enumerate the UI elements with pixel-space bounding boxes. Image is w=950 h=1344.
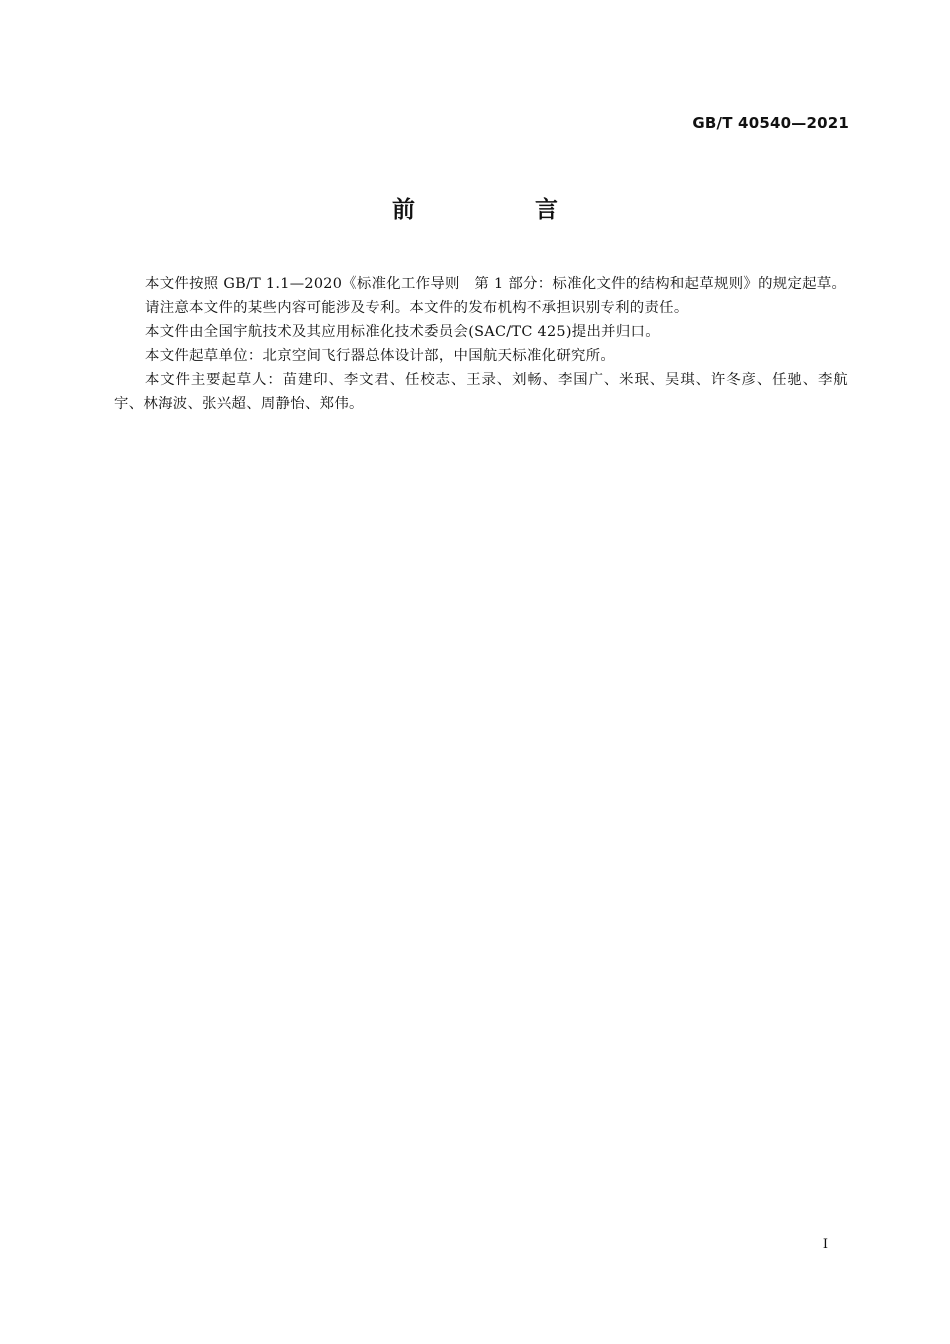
paragraph-patent-notice: 请注意本文件的某些内容可能涉及专利。本文件的发布机构不承担识别专利的责任。 xyxy=(145,300,689,316)
paragraph-drafting-rules: 本文件按照 GB/T 1.1—2020《标准化工作导则 第 1 部分：标准化文件的结构和起草规则》的规定起草。 xyxy=(145,276,847,292)
paragraph-drafting-units: 本文件起草单位：北京空间飞行器总体设计部，中国航天标准化研究所。 xyxy=(145,348,616,364)
paragraph-proposer: 本文件由全国宇航技术及其应用标准化技术委员会(SAC/TC 425)提出并归口。 xyxy=(145,324,660,340)
foreword-body xyxy=(114,272,848,416)
page-number: I xyxy=(822,1237,828,1252)
standard-number: GB/T 40540—2021 xyxy=(692,114,849,132)
paragraph-drafters: 本文件主要起草人：苗建印、李文君、任校志、王录、刘畅、李国广、米珉、吴琪、许冬彦、任驰、李航宇、林海波、张兴超、周静怡、郑伟。 xyxy=(114,372,848,412)
page-title: 前 言 xyxy=(391,197,614,223)
